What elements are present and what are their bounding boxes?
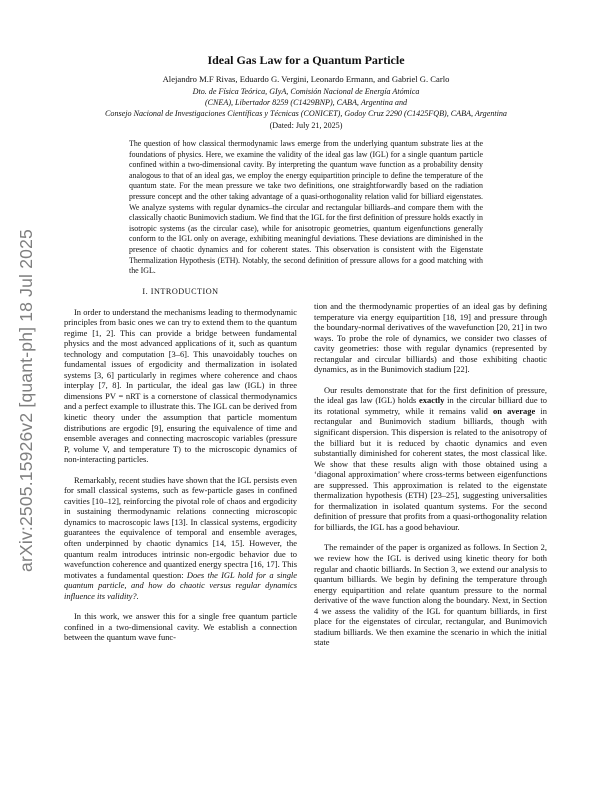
dated-line: (Dated: July 21, 2025) (269, 120, 343, 130)
affiliation-line: (CNEA), Libertador 8259 (C1429BNP), CABA, Argentina and (204, 98, 408, 108)
paper-title: Ideal Gas Law for a Quantum Particle (207, 53, 405, 67)
paragraph-text: in the circular billiard due to its rotational symmetry, while it remains valid (314, 395, 547, 416)
paragraph: In this work, we answer this for a single free quantum particle confined in a two-dimensional cavity. We establish a connection between the quantum wave func- (64, 611, 297, 643)
paragraph-text: Remarkably, recent studies have shown that the IGL persists even for small classical systems, such as few-particle gases in confined cavities [10–12], reinforcing the pivotal role of chaos and ergodicity in sustaining thermodynamic relations connecting microscopic dynamics to macroscopic laws [13]. In classical systems, ergodicity guarantees the equivalence of temporal and ensemble averages, often underpinned by chaotic dynamics [14, 15]. However, the quantum realm introduces intrinsic non-ergodic behavior due to wavefunction coherence and quantized energy spectra [16, 17]. This motivates a fundamental question: (64, 474, 297, 580)
abstract: The question of how classical thermodynamic laws emerge from the underlying quantum substrate lies at the foundations of physics. Here, we examine the validity of the ideal gas law (IGL) for a single quantum particle confined within a two-dimensional cavity. By interpreting the quantum wave function as a probability density analogous to that of an ideal gas, we employ the energy equipartition principle to define the temperature of the quantum state. For the mean pressure we take two definitions, one straightforwardly based on the radiation pressure concept and the other taking advantage of a quasi-orthogonality relation valid for billiard eigenstates. We analyze systems with regular dynamics–the circular and rectangular billiards–and compare them with the classically chaotic Bunimovich stadium. We find that the IGL for the first definition of pressure holds exactly in isotropic systems (as the circular case), while for anisotropic geometries, quantum eigenfunctions generally conform to the IGL only on average, exhibiting meaningful deviations. These deviations are diminished in the presence of chaotic dynamics and for coherent states. This observation is consistent with the Eigenstate Thermalization Hypothesis (ETH). Notably, the second definition of pressure allows for a good matching with the IGL. (129, 139, 483, 276)
affiliation-line: Dto. de Física Teórica, GIyA, Comisión Nacional de Energía Atómica (192, 87, 420, 96)
affiliation-line: Consejo Nacional de Investigaciones Científicas y Técnicas (CONICET), Godoy Cruz 2290 (C1425FQB), CABA, Argentina (105, 109, 507, 119)
paragraph-text: Our results demonstrate that for the first definition of pressure, the ideal gas law (IGL) holds (314, 384, 547, 406)
left-column (64, 287, 297, 653)
arxiv-identifier-text: arXiv:2505.15926v2 [quant-ph] 18 Jul 2025 (15, 228, 36, 572)
right-column (314, 301, 547, 658)
arxiv-identifier-stamp (6, 170, 46, 630)
paragraph: The remainder of the paper is organized as follows. In Section 2, we review how the IGL is derived using kinetic theory for both regular and chaotic billiards. In Section 3, we extend our analysis to quantum billiards. We begin by defining the temperature through energy equipartition and relate quantum pressure to the normal derivative of the wave function along the boundary. Next, in Section 4 we assess the validity of the IGL for quantum billiards, in first place for the eigenstates of circular, rectangular, and Bunimovich stadium billiards. We then examine the scenario in which the initial state (314, 542, 547, 648)
section-heading: I. INTRODUCTION (142, 287, 219, 296)
author-list: Alejandro M.F Rivas, Eduardo G. Vergini, Leonardo Ermann, and Gabriel G. Carlo (162, 74, 450, 84)
paragraph-text: in rectangular and Bunimovich stadium billiards, though with significant dispersion. This dispersion is related to the anisotropy of the billiard but it is reduced by chaotic dynamics and even substantially diminished for coherent states, the most classical like. We show that these results align with those obtained using a ‘diagonal approximation’ where cross-terms between eigenfunctions are suppressed. This approximation is related to the eigenstate thermalization hypothesis (ETH) [23–25], suggesting universalities for thermalization in isolated quantum systems. For the second definition of pressure that profits from a quasi-orthogonality relation for billiards, the IGL has a good behaviour. (314, 405, 547, 532)
paragraph (64, 475, 297, 602)
paragraph (314, 385, 547, 533)
affiliation-block (20, 86, 592, 131)
emphasis-on-average: on average (493, 405, 536, 416)
paragraph: tion and the thermodynamic properties of an ideal gas by defining temperature via energy equipartition [18, 19] and pressure through the boundary-normal derivatives of the wavefunction [20, 21] in two ways. To probe the role of dynamics, we consider two classes of cavity geometries: those with regular dynamics (represented by rectangular and circular billiards) and those exhibiting chaotic dynamics, as in the Bunimovich stadium [22]. (314, 301, 547, 375)
emphasis-exactly: exactly (419, 395, 445, 406)
paragraph: In order to understand the mechanisms leading to thermodynamic principles from basic ones we can try to extend them to the quantum regime [1, 2]. This can provide a bridge between fundamental physics and the most advanced applications of it, such as quantum technology and computation [3–6]. This unavoidably touches on fundamental issues of ergodicity and thermalization in isolated systems [3, 6] particularly in regimes where coherence and chaos interplay [7, 8]. In particular, the ideal gas law (IGL) in three dimensions PV = nRT is a cornerstone of classical thermodynamics and a perfect example to illustrate this. The IGL can be derived from kinetic theory under the assumption that particle momentum distributions are ergodic [9], ensuring the equivalence of time and ensemble averages and connecting macroscopic variables (pressure P, volume V, and temperature T) to the microscopic dynamics of non-interacting particles. (64, 306, 297, 465)
research-question: Does the IGL hold for a single quantum particle, and how do chaotic versus regular dynamics influence its validity?. (64, 569, 297, 601)
